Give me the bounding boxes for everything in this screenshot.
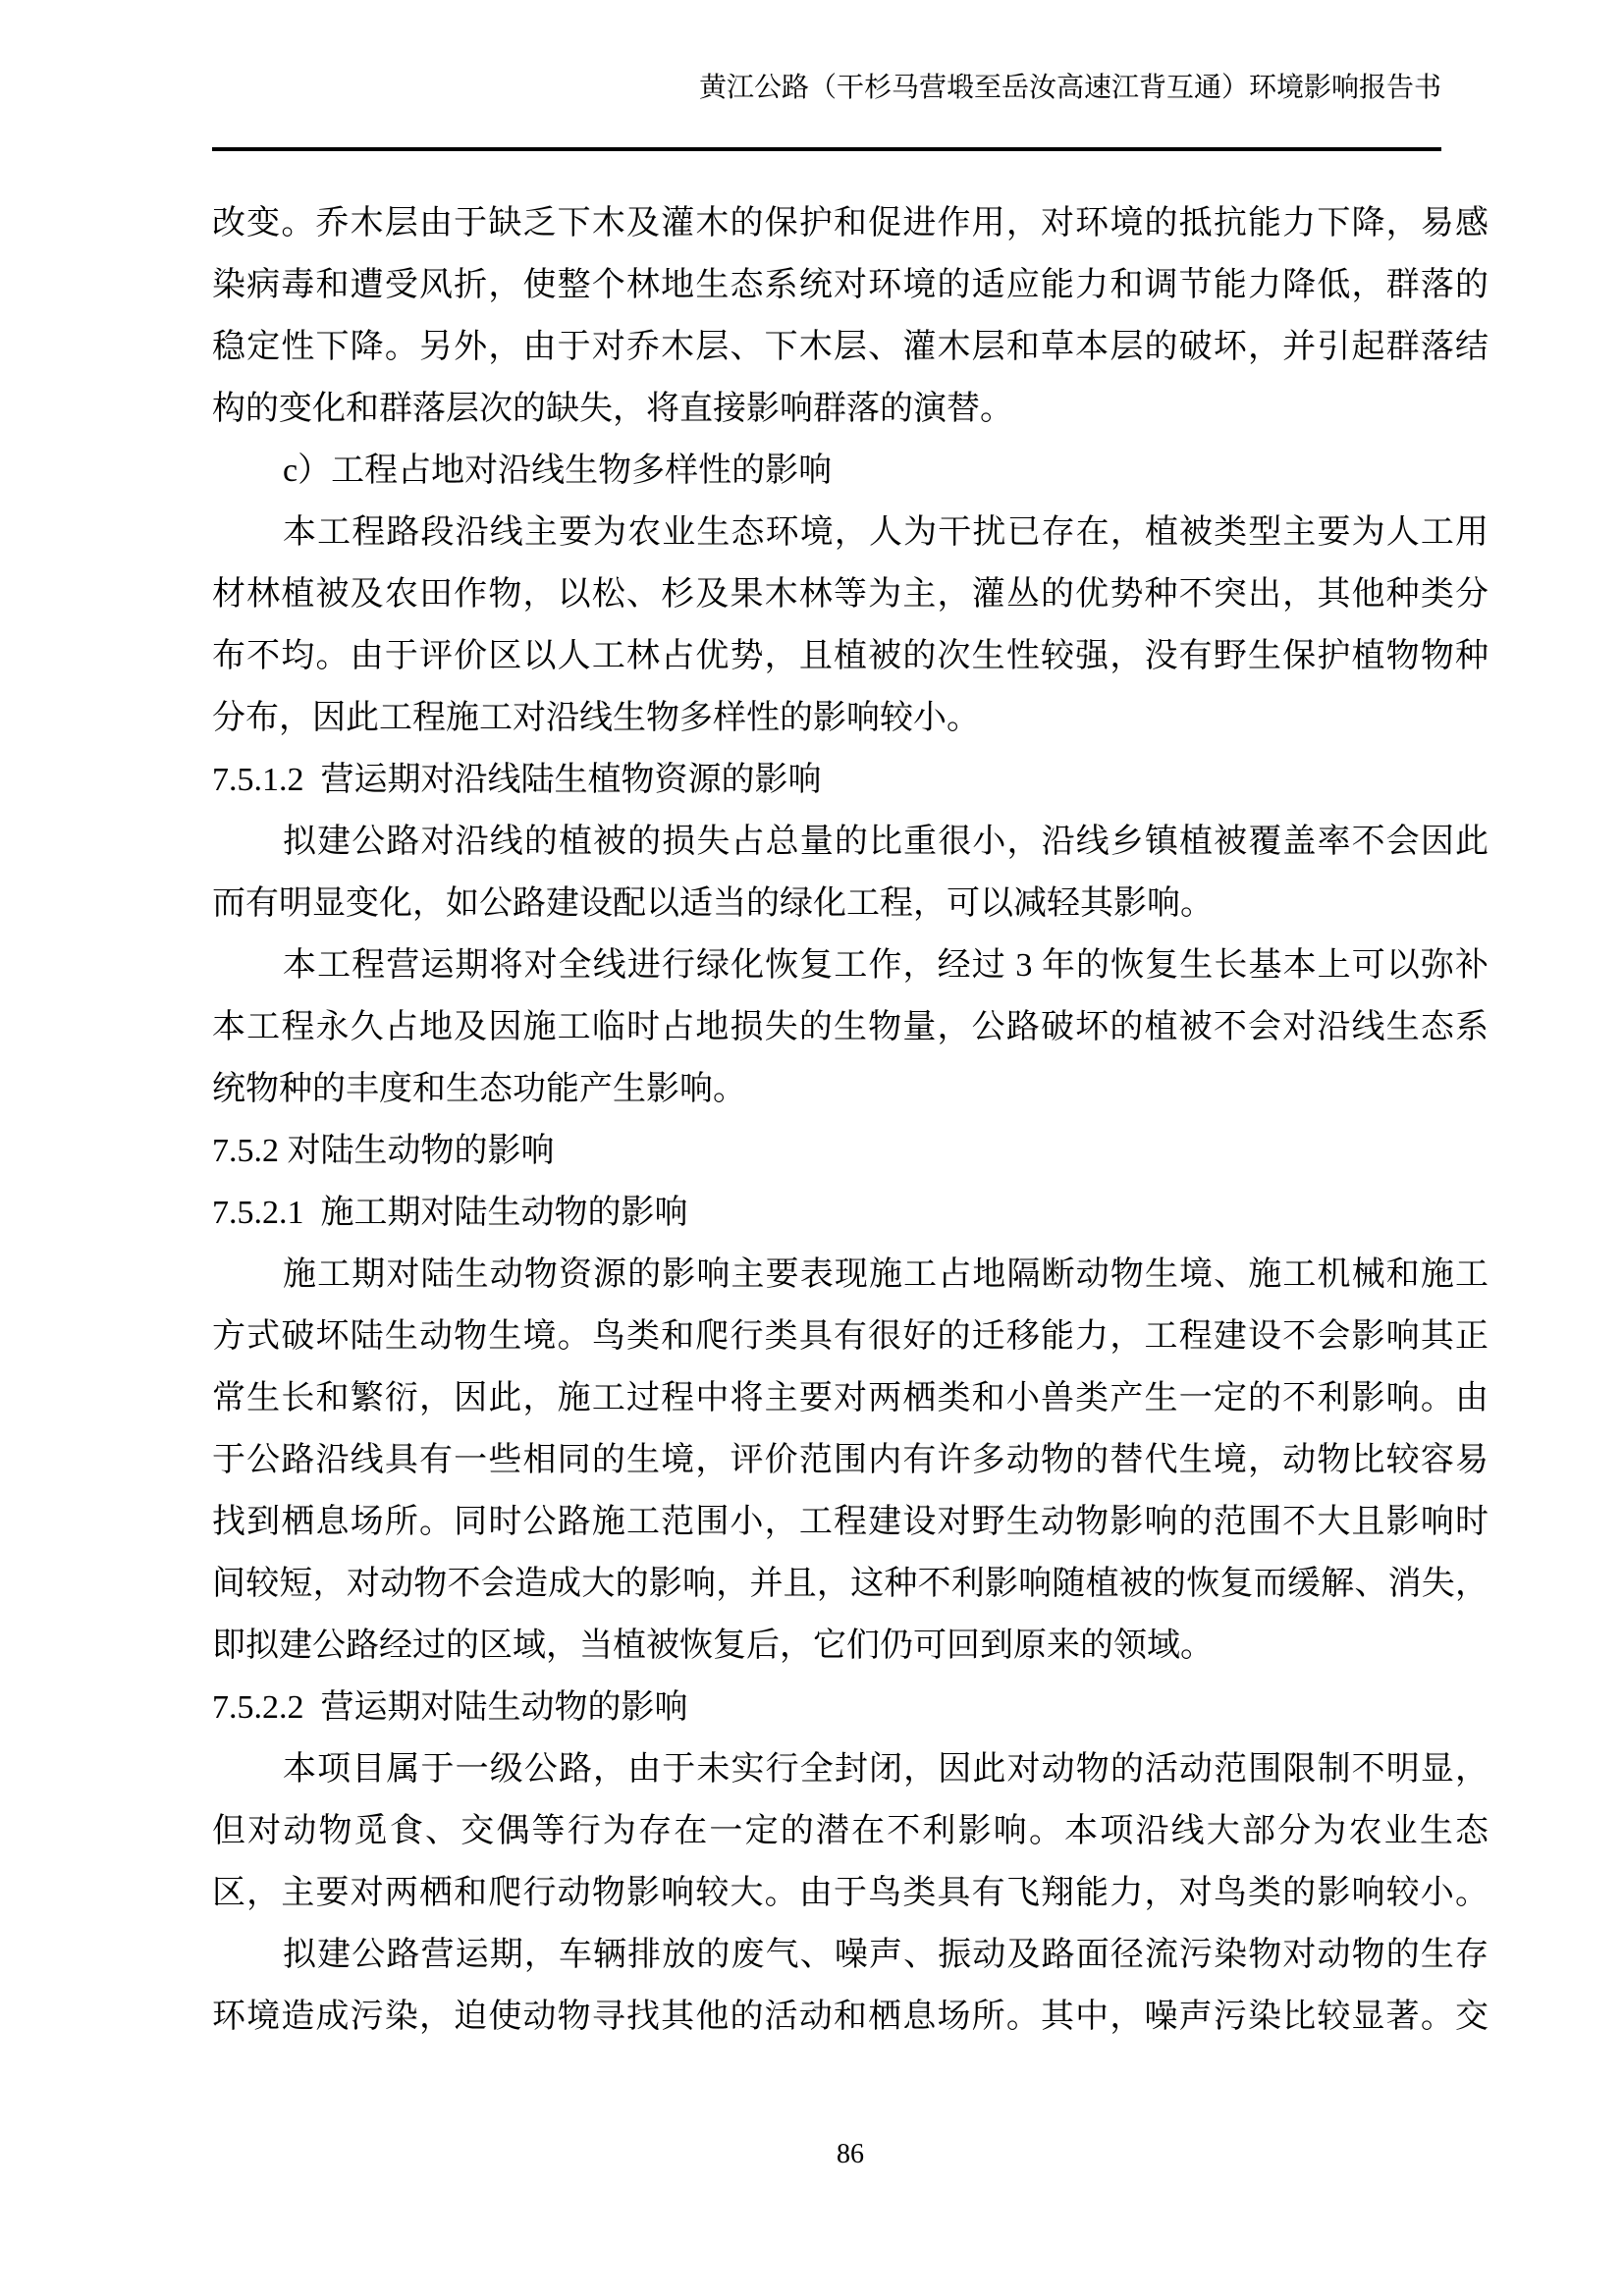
text-line: 拟建公路营运期，车辆排放的废气、噪声、振动及路面径流污染物对动物的生存 (283, 1937, 1489, 1973)
text-line: 本工程营运期将对全线进行绿化恢复工作，经过 3 年的恢复生长基本上可以弥补 (283, 947, 1489, 984)
text-line: 本工程永久占地及因施工临时占地损失的生物量，公路破坏的植被不会对沿线生态系 (212, 1009, 1489, 1045)
text-line: 拟建公路对沿线的植被的损失占总量的比重很小，沿线乡镇植被覆盖率不会因此 (283, 824, 1489, 860)
text-line: 本项目属于一级公路，由于未实行全封闭，因此对动物的活动范围限制不明显， (283, 1751, 1489, 1788)
page-footer (212, 2138, 1489, 2171)
text-line: 改变。乔木层由于缺乏下木及灌木的保护和促进作用，对环境的抵抗能力下降，易感 (212, 205, 1489, 241)
text-line: 方式破坏陆生动物生境。鸟类和爬行类具有很好的迁移能力，工程建设不会影响其正 (212, 1318, 1489, 1355)
text-line: 间较短，对动物不会造成大的影响，并且，这种不利影响随植被的恢复而缓解、消失， (212, 1566, 1489, 1602)
page-header-title: 黄江公路（干杉马营塅至岳汝高速江背互通）环境影响报告书 (698, 73, 1441, 103)
text-line: 染病毒和遭受风折，使整个林地生态系统对环境的适应能力和调节能力降低，群落的 (212, 267, 1489, 303)
text-line: 本工程路段沿线主要为农业生态环境，人为干扰已存在，植被类型主要为人工用 (283, 514, 1489, 551)
header-rule (212, 147, 1441, 151)
document-body (212, 192, 1489, 2048)
text-line: 材林植被及农田作物，以松、杉及果木林等为主，灌丛的优势种不突出，其他种类分 (212, 576, 1489, 613)
section-heading: 7.5.2 对陆生动物的影响 (212, 1133, 555, 1169)
page-number: 86 (837, 2139, 864, 2169)
text-line: 稳定性下降。另外，由于对乔木层、下木层、灌木层和草本层的破坏，并引起群落结 (212, 329, 1489, 365)
text-line: 分布，因此工程施工对沿线生物多样性的影响较小。 (212, 700, 980, 736)
text-line: c）工程占地对沿线生物多样性的影响 (283, 453, 833, 489)
text-line: 布不均。由于评价区以人工林占优势，且植被的次生性较强，没有野生保护植物物种 (212, 638, 1489, 674)
text-line: 于公路沿线具有一些相同的生境，评价范围内有许多动物的替代生境，动物比较容易 (212, 1442, 1489, 1478)
text-line: 但对动物觅食、交偶等行为存在一定的潜在不利影响。本项沿线大部分为农业生态 (212, 1813, 1489, 1849)
text-line: 施工期对陆生动物资源的影响主要表现施工占地隔断动物生境、施工机械和施工 (283, 1256, 1489, 1293)
text-line: 找到栖息场所。同时公路施工范围小，工程建设对野生动物影响的范围不大且影响时 (212, 1504, 1489, 1540)
text-line: 而有明显变化，如公路建设配以适当的绿化工程，可以减轻其影响。 (212, 885, 1214, 922)
section-heading: 7.5.2.2 营运期对陆生动物的影响 (212, 1689, 688, 1726)
text-line: 即拟建公路经过的区域，当植被恢复后，它们仍可回到原来的领域。 (212, 1628, 1214, 1664)
text-line: 统物种的丰度和生态功能产生影响。 (212, 1071, 746, 1107)
text-line: 区，主要对两栖和爬行动物影响较大。由于鸟类具有飞翔能力，对鸟类的影响较小。 (212, 1875, 1489, 1911)
text-line: 构的变化和群落层次的缺失，将直接影响群落的演替。 (212, 391, 1013, 427)
section-heading: 7.5.2.1 施工期对陆生动物的影响 (212, 1195, 688, 1231)
text-line: 环境造成污染，迫使动物寻找其他的活动和栖息场所。其中，噪声污染比较显著。交 (212, 1999, 1489, 2035)
section-heading: 7.5.1.2 营运期对沿线陆生植物资源的影响 (212, 762, 822, 798)
text-line: 常生长和繁衍，因此，施工过程中将主要对两栖类和小兽类产生一定的不利影响。由 (212, 1380, 1489, 1416)
